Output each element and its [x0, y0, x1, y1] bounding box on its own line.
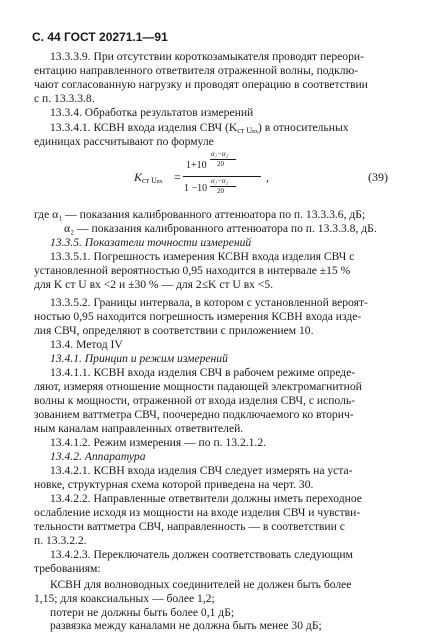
text-line: 13.3.5.1. Погрешность измерения КСВН входа изделия СВЧ с	[50, 250, 355, 263]
subscript: вх	[252, 129, 258, 135]
text-line: для K ст U вх <2 и ±30 % — для 2≤K ст U вх <5.	[34, 278, 274, 291]
formula-lhs: $K_{ст Uвх}$	[134, 170, 163, 185]
text-line: установленной вероятностью 0,95 находится в интервале ±15 %	[34, 264, 351, 277]
text-line: зованием ваттметра СВЧ, поочередно подключаемого ко вторич-	[34, 408, 354, 421]
list-item: 1,15; для коаксиальных — более 1,2;	[34, 592, 215, 605]
list-item: КСВН для волноводных соединителей не должен быть более	[50, 578, 352, 591]
text-line: ослабление исходя из мощности на входе изделия СВЧ и чувстви-	[34, 506, 361, 519]
text-line: с п. 13.3.3.8.	[34, 92, 95, 105]
formula-denominator: 1 −10	[184, 183, 208, 194]
text-line: ностью 0,95 находится погрешность измерения КСВН входа изде-	[34, 310, 362, 323]
text-line: где α₁ — показания калиброванного аттенюатора по п. 13.3.3.6, дБ;	[34, 208, 366, 221]
formula-exponent-top: α₁−α₂	[211, 177, 228, 185]
formula-exponent-bottom: 20	[217, 160, 224, 168]
text-line: чают согласованную нагрузку и проводят операцию в соответствии	[34, 78, 368, 91]
text-line: требованиям:	[34, 562, 101, 575]
text-line: ляют, измеряя отношение мощности падающей электромагнитной	[34, 380, 362, 393]
text-line: 13.4.1.2. Режим измерения — по п. 13.2.1.2.	[50, 436, 267, 449]
text-line: лия СВЧ, определяют в соответствии с приложением 10.	[34, 324, 314, 337]
text-line: 13.4.2.3. Переключатель должен соответствовать следующим	[50, 548, 353, 561]
formula-exponent-bottom: 20	[217, 187, 224, 195]
text-fragment: ) в относительных	[257, 121, 349, 134]
text-fragment: 13.3.4.1. КСВН входа изделия СВЧ (K	[50, 121, 238, 134]
section-heading: 13.3.5. Показатели точности измерений	[50, 236, 252, 249]
text-line: волны к мощности, отраженной от входа изделия СВЧ, с исполь-	[34, 394, 356, 407]
text-line: 13.4.2.2. Направленные ответвители должны иметь переходное	[50, 492, 362, 505]
page-header: С. 44 ГОСТ 20271.1—91	[32, 30, 168, 44]
text-line: 13.4.2.1. КСВН входа изделия СВЧ следует измерять на уста-	[50, 464, 353, 477]
text-line: ным каналам направленных ответвителей.	[34, 422, 244, 435]
text-line: п. 13.3.2.2.	[34, 534, 87, 547]
formula-comma: ,	[266, 170, 269, 184]
list-item: развязка между каналами не должна быть менее 30 дБ;	[50, 619, 322, 632]
list-item: потери не должны быть более 0,1 дБ;	[50, 606, 235, 619]
text-line: ентацию направленного ответвителя отраженной волны, подклю-	[34, 64, 359, 77]
subscript: ст U	[237, 126, 253, 135]
text-line: единицах рассчитывают по формуле	[34, 135, 214, 148]
text-line: α₂ — показания калиброванного аттенюатора по п. 13.3.3.8, дБ.	[64, 222, 377, 235]
section-heading: 13.3.4. Обработка результатов измерений	[50, 106, 254, 119]
text-line: 13.4.1.1. КСВН входа изделия СВЧ в рабочем режиме опреде-	[50, 366, 356, 379]
formula-exponent-top: α₁−α₂	[211, 150, 228, 158]
section-heading: 13.4. Метод IV	[50, 338, 123, 351]
formula-numerator: 1+10	[186, 160, 207, 171]
text-line: 13.3.3.9. При отсутствии короткозамыкателя проводят переори-	[50, 50, 364, 63]
text-line: новке, структурная схема которой приведена на черт. 30.	[34, 478, 314, 491]
section-heading: 13.4.2. Аппаратура	[50, 450, 146, 463]
formula-equals: =	[174, 170, 181, 184]
text-line: 13.3.5.2. Границы интервала, в котором с установленной вероят-	[50, 296, 368, 309]
text-line: тельности ваттметра СВЧ, направленность — в соответствии с	[34, 520, 345, 533]
section-heading: 13.4.1. Принцип и режим измерений	[50, 352, 228, 365]
formula-number: (39)	[368, 170, 388, 184]
